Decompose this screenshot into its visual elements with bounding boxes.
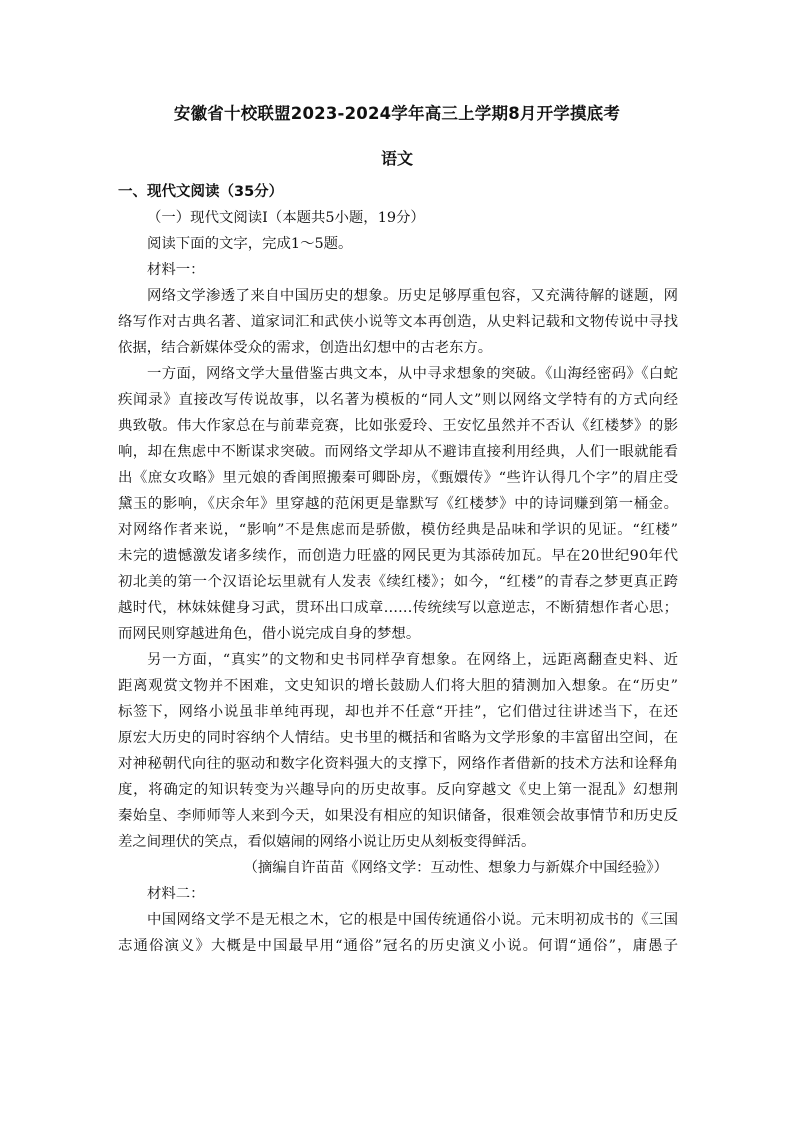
text-line: 志通俗演义》大概是中国最早用“通俗”冠名的历史演义小说。何谓“通俗”，庸愚子 bbox=[118, 938, 678, 954]
text-line: 标签下，网络小说虽非单纯再现，却也并不任意“开挂”，它们借过往讲述当下，在还 bbox=[118, 704, 678, 720]
text-line: 对神秘朝代向往的驱动和数字化资料强大的支撑下，网络作者借新的技术方法和诠释角 bbox=[118, 756, 678, 772]
text-line: 而网民则穿越进角色，借小说完成自身的梦想。 bbox=[118, 626, 421, 642]
material2-label: 材料二： bbox=[147, 886, 205, 902]
text-line: 度，将确定的知识转变为兴趣导向的历史故事。反向穿越文《史上第一混乱》幻想荆 bbox=[118, 782, 678, 798]
text-line: 响，却在焦虑中不断谋求突破。而网络文学却从不避讳直接利用经典，人们一眼就能看 bbox=[118, 444, 678, 460]
text-line: 络写作对古典名著、道家词汇和武侠小说等文本再创造，从史料记载和文物传说中寻找 bbox=[118, 314, 678, 330]
source-citation: （摘编自许苗苗《网络文学：互动性、想象力与新媒介中国经验》） bbox=[243, 860, 668, 876]
material1-label: 材料一： bbox=[147, 262, 205, 278]
part-label: （一）现代文阅读Ⅰ（本题共5小题，19分） bbox=[147, 210, 425, 226]
text-line: 未完的遗憾激发诸多续作，而创造力旺盛的网民更为其添砖加瓦。早在20世纪90年代 bbox=[118, 548, 678, 564]
text-line: 典致敬。伟大作家总在与前辈竞赛，比如张爱玲、王安忆虽然并不否认《红楼梦》的影 bbox=[118, 418, 678, 434]
text-line: 距离观赏文物并不困难，文史知识的增长鼓励人们将大胆的猜测加入想象。在“历史” bbox=[118, 678, 678, 694]
text-line: 越时代，林妹妹健身习武，贯环出口成章……传统续写以意逆志，不断猜想作者心思； bbox=[118, 600, 678, 616]
material1-paragraph-2 bbox=[118, 361, 678, 647]
text-line: 网络文学渗透了来自中国历史的想象。历史足够厚重包容，又充满待解的谜题，网 bbox=[147, 288, 678, 304]
material2-paragraph-1 bbox=[118, 907, 678, 959]
material1-paragraph-1 bbox=[118, 283, 678, 361]
subject-heading: 语文 bbox=[380, 149, 413, 168]
text-line: 秦始皇、李师师等人来到今天，如果没有相应的知识储备，很难领会故事情节和历史反 bbox=[118, 808, 678, 824]
text-line: 差之间理伏的笑点，看似嬉闹的网络小说让历史从刻板变得鲜活。 bbox=[118, 834, 536, 850]
text-line: 初北美的第一个汉语论坛里就有人发表《续红楼》；如今，“红楼”的青春之梦更真正跨 bbox=[118, 574, 678, 590]
reading-passage bbox=[118, 205, 678, 959]
text-line: 疾闻录》直接改写传说故事，以名著为模板的“同人文”则以网络文学特有的方式向经 bbox=[118, 392, 678, 408]
section-heading: 一、现代文阅读（35分） bbox=[118, 184, 284, 200]
text-line: 对网络作者来说，“影响”不是焦虑而是骄傲，模仿经典是品味和学识的见证。“红楼” bbox=[118, 522, 678, 538]
text-line: 黛玉的影响，《庆余年》里穿越的范闲更是靠默写《红楼梦》中的诗词赚到第一桶金。 bbox=[118, 496, 678, 512]
text-line: 出《庶女攻略》里元娘的香闺照搬秦可卿卧房，《甄嬛传》“些许认得几个字”的眉庄受 bbox=[118, 470, 678, 486]
instruction-text: 阅读下面的文字，完成1～5题。 bbox=[147, 236, 353, 252]
text-line: 一方面，网络文学大量借鉴古典文本，从中寻求想象的突破。《山海经密码》《白蛇 bbox=[147, 366, 678, 382]
text-line: 另一方面，“真实”的文物和史书同样孕育想象。在网络上，远距离翻查史料、近 bbox=[147, 652, 678, 668]
text-line: 原宏大历史的同时容纳个人情结。史书里的概括和省略为文学形象的丰富留出空间，在 bbox=[118, 730, 678, 746]
page-title: 安徽省十校联盟2023-2024学年高三上学期8月开学摸底考 bbox=[173, 104, 621, 123]
material1-paragraph-3 bbox=[118, 647, 678, 855]
text-line: 依据，结合新媒体受众的需求，创造出幻想中的古老东方。 bbox=[118, 340, 493, 356]
text-line: 中国网络文学不是无根之木，它的根是中国传统通俗小说。元末明初成书的《三国 bbox=[147, 912, 678, 928]
